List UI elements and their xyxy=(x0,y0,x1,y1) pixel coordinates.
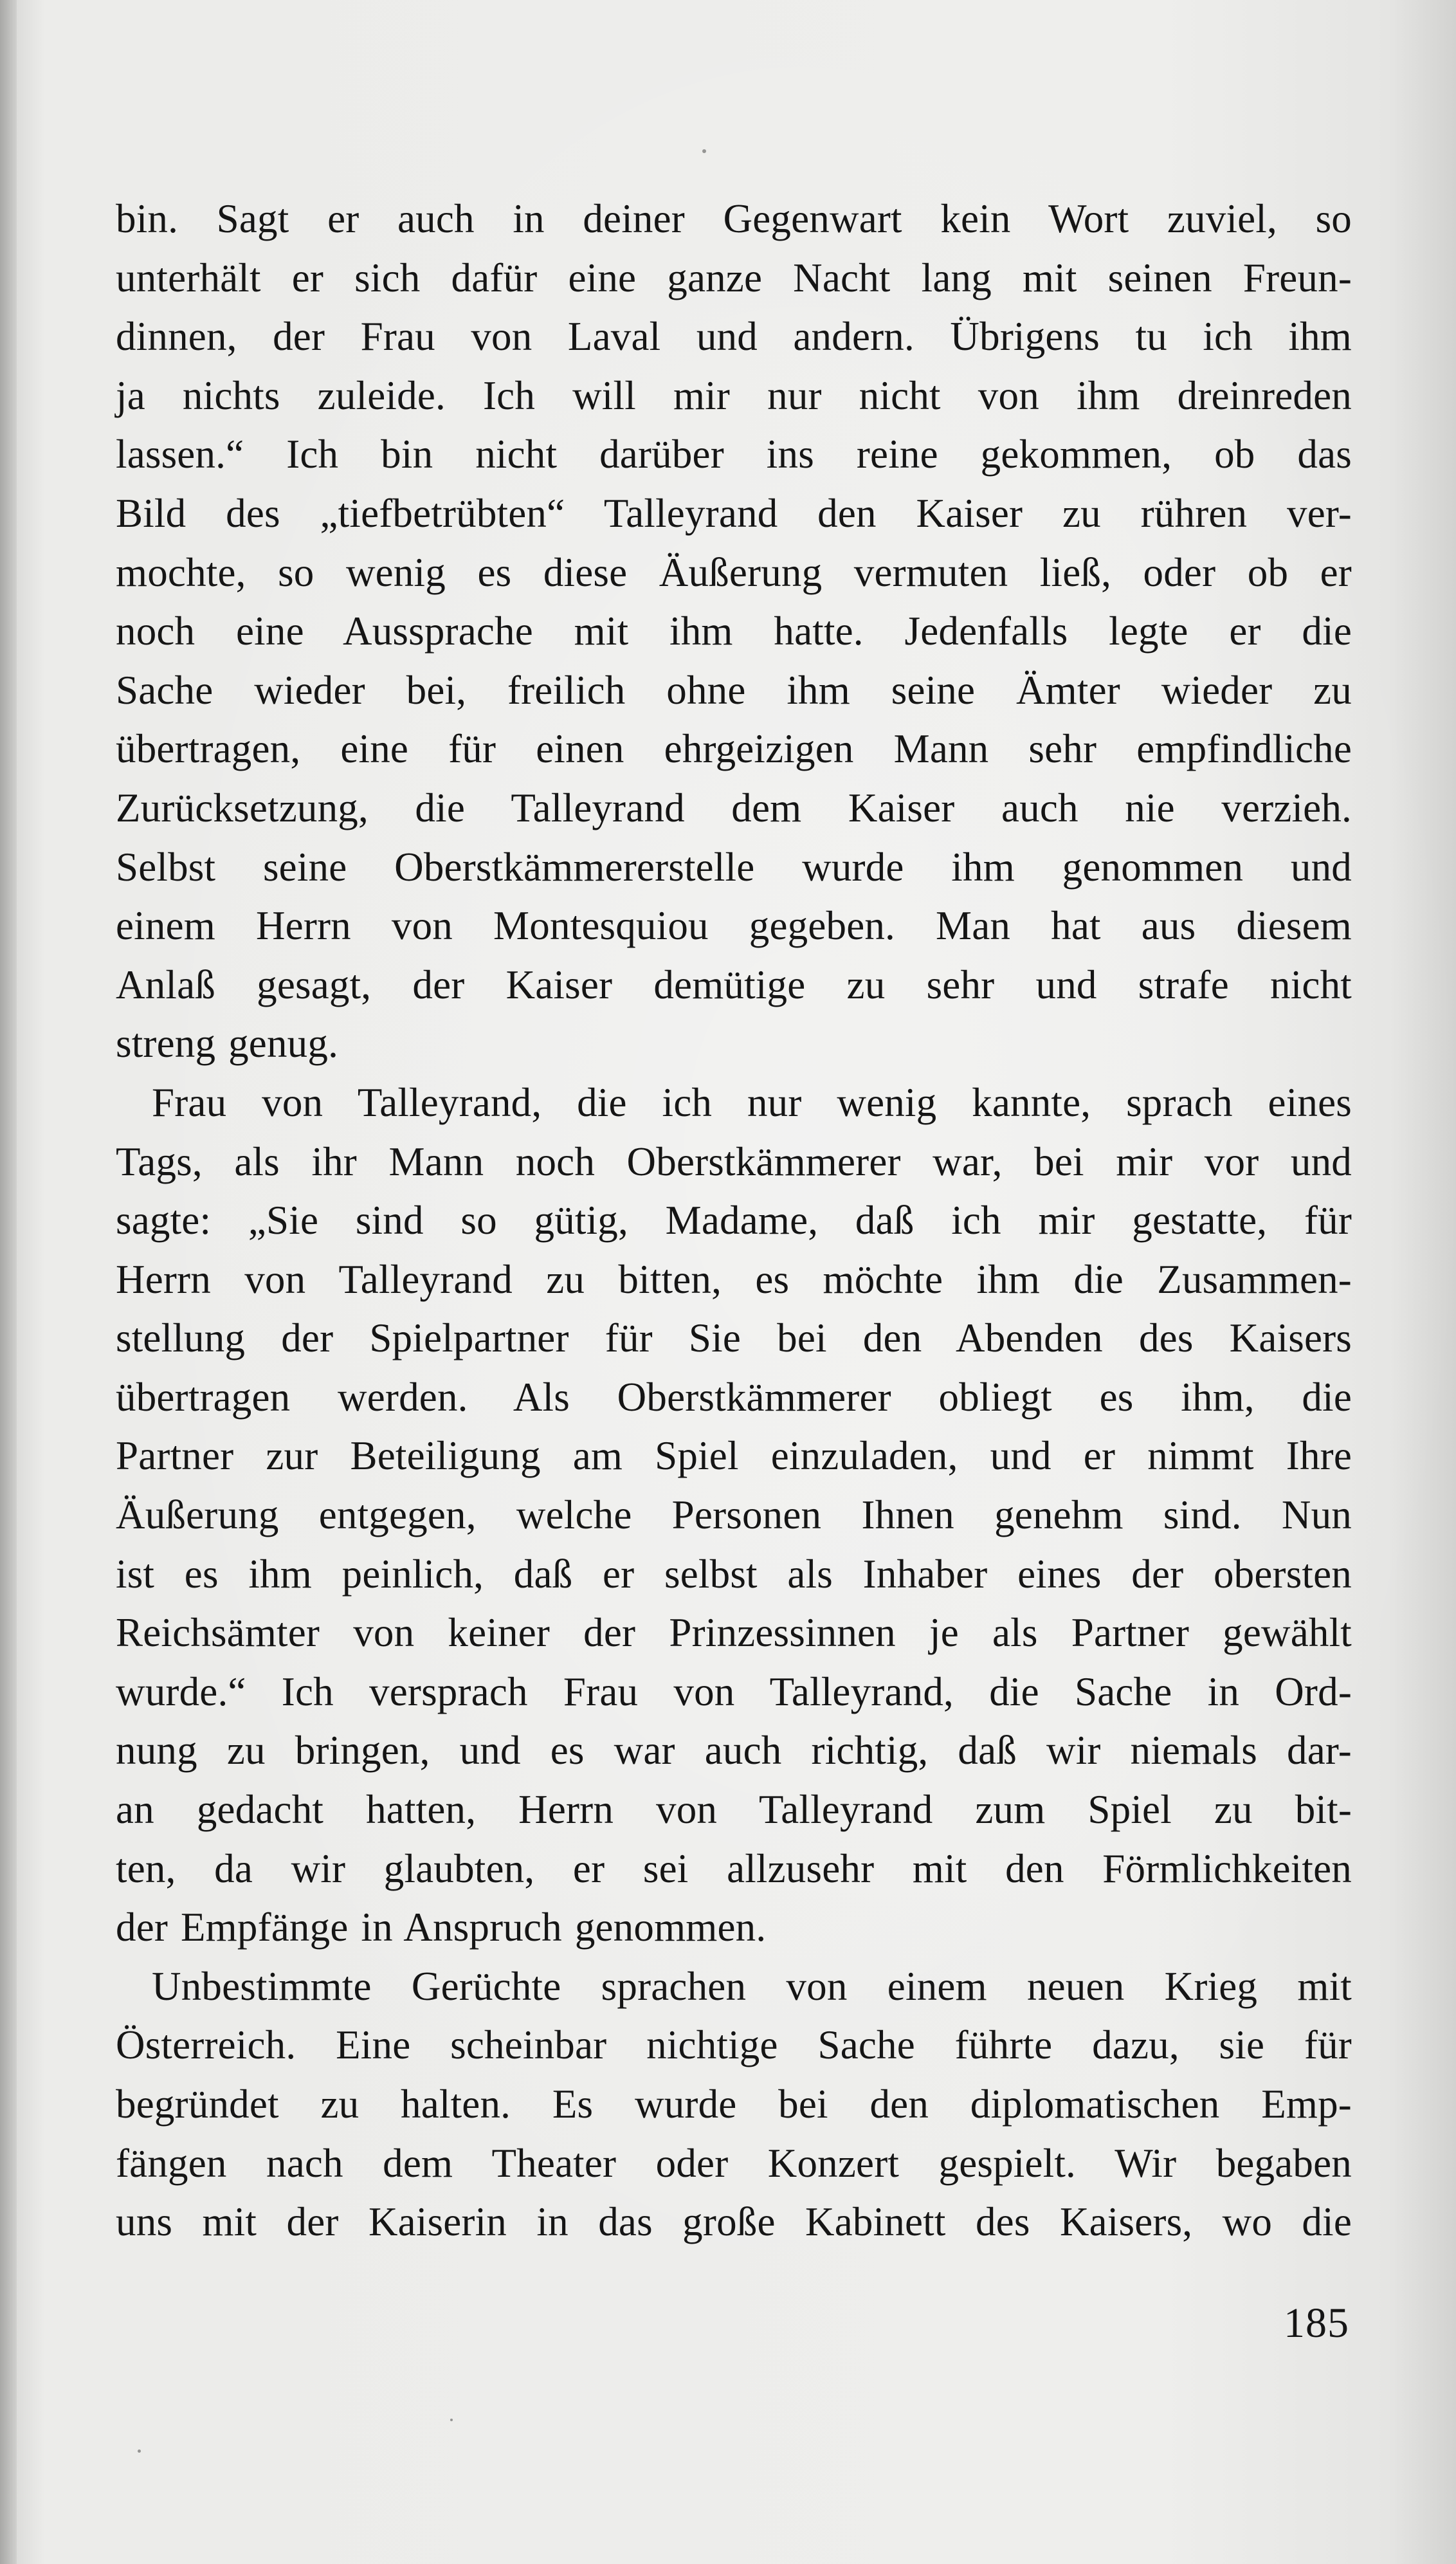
text-line: ja nichts zuleide. Ich will mir nur nicht von ihm dreinreden xyxy=(116,372,1352,418)
text-line: an gedacht hatten, Herrn von Talleyrand zum Spiel zu bit- xyxy=(116,1787,1352,1833)
text-line: Partner zur Beteiligung am Spiel einzuladen, und er nimmt Ihre xyxy=(116,1433,1352,1479)
text-line: Frau von Talleyrand, die ich nur wenig kannte, sprach eines xyxy=(152,1079,1352,1125)
text-line: streng genug. xyxy=(116,1021,339,1067)
text-line: unterhält er sich dafür eine ganze Nacht lang mit seinen Freun- xyxy=(116,255,1352,300)
page-gutter-shadow xyxy=(0,0,17,2564)
text-line: Bild des „tiefbetrübten“ Talleyrand den Kaiser zu rühren ver- xyxy=(116,490,1352,536)
paper-speck xyxy=(138,2450,141,2453)
text-line: der Empfänge in Anspruch genommen. xyxy=(116,1905,767,1950)
text-line: Zurücksetzung, die Talleyrand dem Kaiser auch nie verzieh. xyxy=(116,785,1352,830)
text-line: Sache wieder bei, freilich ohne ihm seine Ämter wieder zu xyxy=(116,667,1352,713)
text-line: einem Herrn von Montesquiou gegeben. Man hat aus diesem xyxy=(116,903,1352,949)
text-line: wurde.“ Ich versprach Frau von Talleyrand, die Sache in Ord- xyxy=(116,1669,1352,1714)
text-line: stellung der Spielpartner für Sie bei den Abenden des Kaisers xyxy=(116,1315,1352,1361)
text-line: Äußerung entgegen, welche Personen Ihnen genehm sind. Nun xyxy=(116,1492,1352,1538)
text-line: Unbestimmte Gerüchte sprachen von einem neuen Krieg mit xyxy=(152,1963,1352,2009)
text-line: bin. Sagt er auch in deiner Gegenwart kein Wort zuviel, so xyxy=(116,196,1352,241)
paper-speck xyxy=(702,149,706,153)
text-line: Reichsämter von keiner der Prinzessinnen je als Partner gewählt xyxy=(116,1610,1352,1656)
text-line: uns mit der Kaiserin in das große Kabinett des Kaisers, wo die xyxy=(116,2199,1352,2245)
text-line: begründet zu halten. Es wurde bei den diplomatischen Emp- xyxy=(116,2082,1352,2127)
text-line: fängen nach dem Theater oder Konzert gespielt. Wir begaben xyxy=(116,2140,1352,2186)
text-line: lassen.“ Ich bin nicht darüber ins reine gekommen, ob das xyxy=(116,432,1352,477)
text-line: ist es ihm peinlich, daß er selbst als Inhaber eines der obersten xyxy=(116,1551,1352,1597)
text-line: noch eine Aussprache mit ihm hatte. Jedenfalls legte er die xyxy=(116,609,1352,654)
page-number: 185 xyxy=(1284,2300,1349,2347)
text-line: mochte, so wenig es diese Äußerung vermuten ließ, oder ob er xyxy=(116,549,1352,595)
text-line: übertragen, eine für einen ehrgeizigen Mann sehr empfindliche xyxy=(116,726,1352,772)
text-line: sagte: „Sie sind so gütig, Madame, daß ich mir gestatte, für xyxy=(116,1198,1352,1243)
text-line: Selbst seine Oberstkämmererstelle wurde ihm genommen und xyxy=(116,844,1352,890)
text-line: Tags, als ihr Mann noch Oberstkämmerer war, bei mir vor und xyxy=(116,1139,1352,1184)
text-line: übertragen werden. Als Oberstkämmerer obliegt es ihm, die xyxy=(116,1374,1352,1420)
text-line: Herrn von Talleyrand zu bitten, es möchte ihm die Zusammen- xyxy=(116,1256,1352,1302)
text-line: dinnen, der Frau von Laval und andern. Übrigens tu ich ihm xyxy=(116,314,1352,360)
paper-speck xyxy=(450,2419,453,2421)
text-line: ten, da wir glaubten, er sei allzusehr mit den Förmlichkeiten xyxy=(116,1845,1352,1891)
text-line: Österreich. Eine scheinbar nichtige Sache führte dazu, sie für xyxy=(116,2022,1352,2068)
body-text xyxy=(116,190,1352,2252)
text-line: Anlaß gesagt, der Kaiser demütige zu sehr und strafe nicht xyxy=(116,962,1352,1007)
text-line: nung zu bringen, und es war auch richtig, daß wir niemals dar- xyxy=(116,1728,1352,1773)
